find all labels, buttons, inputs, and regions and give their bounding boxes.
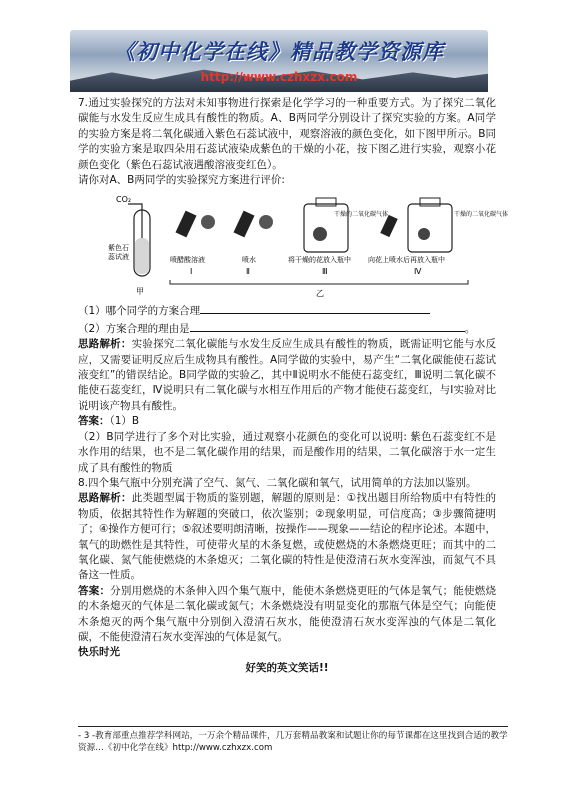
sprayer-4-icon [380, 215, 398, 237]
banner-title: 《初中化学在线》精品教学资源库 [114, 39, 444, 64]
q8-analysis: 思路解析：此类题型属于物质的鉴别题，解题的原则是：①找出题目所给物质中有特性的物质，依据其特性作为解题的突破口，依次鉴别；②现象明显，可信度高；③步骤简捷明了；④操作方便可行；⑤叙述要明朗清晰，按操作——现象——结论的程序论述。本题中，氧气的助燃性是其特性，可使带火星的木条复燃，或使燃烧的木条燃烧更旺；而其中的二氧化碳、氮气能使燃烧的木条熄灭；二氧化碳的特性是使澄清石灰水变浑浊，而氮气不具备这一性质。 [78, 492, 496, 582]
roman-2: Ⅱ [246, 267, 250, 277]
q7-answer-1: 答案：（1）B [78, 415, 140, 428]
group-yi-bracket [170, 280, 468, 284]
bottle-4 [408, 204, 452, 252]
q7-analysis-label: 思路解析： [78, 338, 132, 351]
happy-heading: 快乐时光 [78, 646, 120, 659]
roman-1: Ⅰ [190, 267, 193, 277]
sprayer-2-icon [233, 211, 254, 238]
header-banner [70, 30, 488, 92]
q7-analysis: 思路解析：实验探究二氧化碳能与水发生反应生成具有酸性的物质，既需证明它能与水反应，又需要证明反应后生成物具有酸性。A同学做的实验中，易产生“二氧化碳能使石蕊试液变红”的错误结论。B同学做的实验乙，其中Ⅱ说明水不能使石蕊变红，Ⅲ说明二氧化碳不能使石蕊变红，Ⅳ说明只有二氧化碳与水相互作用后的产物才能使石蕊变红，与Ⅰ实验对比说明该产物具有酸性。 [78, 338, 497, 412]
step2-label: 喷水 [242, 256, 256, 265]
q8-intro: 8.四个集气瓶中分别充满了空气、氮气、二氧化碳和氧气，试用简单的方法加以鉴别。 [78, 476, 477, 489]
flower-2-icon [259, 215, 273, 229]
step3-label: 将干燥的花放入瓶中 [288, 256, 351, 265]
sprayer-1-icon [175, 211, 196, 238]
joke-title: 好笑的英文笑话!! [245, 661, 329, 674]
label-yi: 乙 [316, 289, 324, 299]
q8-answer: 答案：分别用燃烧的木条伸入四个集气瓶中，能使木条燃烧更旺的气体是氧气；能使燃烧的木条熄灭的气体是二氧化碳或氮气；木条燃烧没有明显变化的那瓶气体是空气；向能使木条熄灭的两个集气瓶中分别倒入澄清石灰水，能使澄清石灰水变浑浊的气体是二氧化碳，不能使澄清石灰水变浑浊的气体是氮气。 [78, 584, 496, 643]
litmus-label-2: 蕊试液 [108, 253, 129, 262]
step1-label: 喷醋酸溶液 [170, 256, 205, 265]
q7-prompt: 请你对A、B两同学的实验探究方案进行评价: [78, 174, 285, 187]
flower-1-icon [201, 215, 215, 229]
bottle-4-neck [420, 198, 440, 206]
q7-answer-label: 答案： [78, 415, 110, 428]
q7-intro: 7.通过实验探究的方法对未知事物进行探索是化学学习的一种重要方式。为了探究二氧化碳能与水发生反应生成具有酸性的物质。A、B两同学分别设计了探究实验的方案。A同学的实验方案是将二氧化碳通入紫色石蕊试液中，观察溶液的颜色变化，如下图甲所示。B同学的实验方案是取四朵用石蕊试液染成紫色的干燥的小花，按下图乙进行实验，观察小花颜色变化（紫色石蕊试液遇酸溶液变红色）。 [78, 97, 496, 171]
flower-4-icon [418, 228, 430, 240]
label-jia: 甲 [136, 287, 144, 297]
q8-analysis-label: 思路解析： [78, 492, 132, 505]
q7-sub1: （1）哪个同学的方案合理 [78, 302, 496, 319]
roman-4: Ⅳ [414, 267, 422, 277]
page-footer: - 3 -教育部重点推荐学科网站，一万余个精品课件，几万套精品教案和试题让你的每节课都在这里找到合适的教学资源…《初中化学在线》http://www.czhxzx.com [78, 726, 508, 754]
litmus-label-1: 紫色石 [108, 244, 129, 253]
experiment-diagram [108, 190, 509, 300]
roman-3: Ⅲ [322, 267, 328, 277]
q7-sub2-blank[interactable] [190, 320, 465, 332]
q7-sub2: （2）方案合理的理由是 。 [78, 320, 496, 337]
co2-label: CO₂ [116, 195, 132, 205]
litmus-liquid [135, 238, 149, 274]
bottle-3-neck [316, 198, 336, 206]
experiment-figure [78, 190, 509, 300]
step4-label: 向花上喷水后再放入瓶中 [368, 256, 445, 265]
q7-answer-2: （2）B同学进行了多个对比实验，通过观察小花颜色的变化可以说明: 紫色石蕊变红不是水作用的结果，也不是二氧化碳作用的结果，而是酸作用的结果，二氧化碳溶于水一定生成了具有酸性的物质 [78, 430, 496, 474]
q7-sub1-blank[interactable] [200, 302, 430, 314]
banner-url[interactable]: http://www.czhxzx.com [200, 70, 358, 84]
q8-answer-label: 答案： [78, 584, 111, 597]
bottle-4-label: 干燥的二氧化碳气体 [454, 211, 509, 219]
document-body [78, 96, 509, 676]
flower-3-icon [313, 227, 327, 241]
bottle-3-label: 干燥的二氧化碳气体 [334, 211, 389, 219]
